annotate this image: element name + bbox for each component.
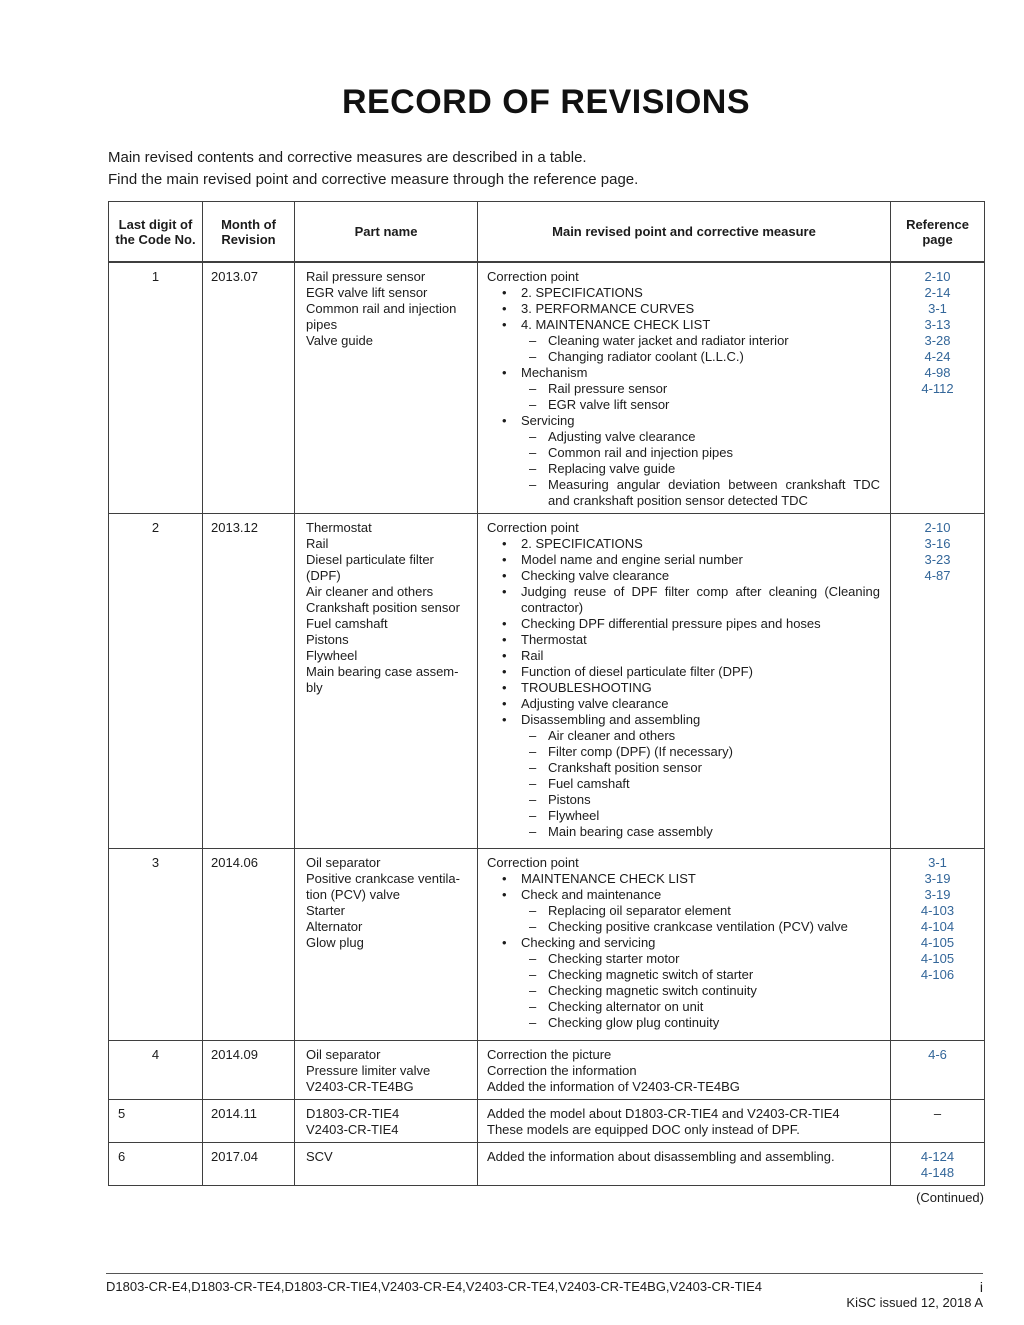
intro-text — [108, 147, 984, 191]
revision-point-item — [487, 445, 880, 461]
revision-point-text: 4. MAINTENANCE CHECK LIST — [521, 316, 711, 332]
revision-point-item — [487, 664, 880, 680]
revision-point-item — [487, 520, 880, 536]
dash-marker: – — [529, 918, 537, 934]
revision-point-item — [487, 461, 880, 477]
revision-point-text: TROUBLESHOOTING — [521, 679, 652, 695]
reference-link[interactable]: 3-28 — [924, 332, 951, 348]
reference-link[interactable]: 4-104 — [920, 918, 955, 934]
revision-month-cell: 2014.09 — [203, 1040, 295, 1099]
revision-point-text: Adjusting valve clearance — [521, 695, 669, 711]
header-main-revised-point: Main revised point and corrective measure — [478, 202, 891, 262]
revision-point-text: Correction point — [487, 268, 579, 284]
revision-point-text: Mechanism — [521, 364, 588, 380]
part-name-line: Main bearing case assem- — [306, 663, 459, 679]
revision-point-text: Adjusting valve clearance — [548, 428, 696, 444]
dash-marker: – — [529, 460, 537, 476]
reference-link[interactable]: 3-16 — [924, 535, 951, 551]
code-digit-cell: 2 — [109, 513, 203, 848]
header-reference-page: Reference page — [891, 202, 985, 262]
dash-marker: – — [529, 444, 537, 460]
part-name-cell — [295, 1040, 478, 1099]
revision-point-text: Checking valve clearance — [521, 567, 670, 583]
revision-point-text: Pistons — [548, 791, 591, 807]
part-name-cell — [295, 1142, 478, 1185]
revision-point-text: Replacing oil separator element — [548, 902, 731, 918]
part-name-line: Valve guide — [306, 332, 373, 348]
dash-marker: – — [529, 950, 537, 966]
dash-marker: – — [529, 998, 537, 1014]
revision-point-text: Crankshaft position sensor — [548, 759, 702, 775]
revision-point-item — [487, 632, 880, 648]
bullet-marker: • — [502, 695, 507, 711]
revision-point-item — [487, 967, 880, 983]
reference-link[interactable]: 4-6 — [928, 1046, 947, 1062]
bullet-marker: • — [502, 412, 507, 428]
footer-issue-note: KiSC issued 12, 2018 A — [846, 1295, 983, 1310]
dash-marker: – — [529, 775, 537, 791]
revision-point-text: Checking DPF differential pressure pipes and hoses — [521, 615, 821, 631]
revision-point-text: Correction the information — [487, 1062, 637, 1078]
dash-marker: – — [529, 982, 537, 998]
dash-marker: – — [529, 1014, 537, 1030]
reference-page-cell — [891, 1099, 985, 1142]
revision-point-text: 2. SPECIFICATIONS — [521, 284, 643, 300]
revision-point-item — [487, 365, 880, 381]
revision-point-item — [487, 696, 880, 712]
reference-link[interactable]: 4-24 — [924, 348, 951, 364]
bullet-marker: • — [502, 567, 507, 583]
reference-page-cell — [891, 848, 985, 1040]
reference-page-cell — [891, 1142, 985, 1185]
reference-link[interactable]: 4-148 — [920, 1164, 955, 1180]
part-name-line: Oil separator — [306, 854, 381, 870]
revision-point-item — [487, 1063, 880, 1079]
bullet-marker: • — [502, 663, 507, 679]
reference-page-cell — [891, 262, 985, 514]
bullet-marker: • — [502, 870, 507, 886]
revision-point-item — [487, 1047, 880, 1063]
revision-point-item — [487, 616, 880, 632]
revision-point-item — [487, 317, 880, 333]
dash-marker: – — [529, 428, 537, 444]
revision-point-text: Correction the picture — [487, 1046, 612, 1062]
part-name-line: EGR valve lift sensor — [306, 284, 428, 300]
revision-point-item — [487, 584, 880, 616]
revision-month-cell: 2014.11 — [203, 1099, 295, 1142]
part-name-line: bly — [306, 679, 323, 695]
bullet-marker: • — [502, 284, 507, 300]
reference-link[interactable]: 4-87 — [924, 567, 951, 583]
revision-point-item — [487, 1015, 880, 1031]
revision-point-item — [487, 397, 880, 413]
part-name-line: (DPF) — [306, 567, 341, 583]
revision-point-item — [487, 935, 880, 951]
revision-point-text: Changing radiator coolant (L.L.C.) — [548, 348, 744, 364]
revision-point-text: Model name and engine serial number — [521, 551, 743, 567]
revision-point-item — [487, 477, 880, 509]
dash-marker: – — [529, 380, 537, 396]
revision-point-item — [487, 536, 880, 552]
bullet-marker: • — [502, 679, 507, 695]
revision-point-text: 2. SPECIFICATIONS — [521, 535, 643, 551]
dash-marker: – — [529, 966, 537, 982]
revision-point-item — [487, 429, 880, 445]
dash-marker: – — [529, 727, 537, 743]
revision-point-text: EGR valve lift sensor — [548, 396, 670, 412]
bullet-marker: • — [502, 583, 507, 599]
header-month-of-revision: Month of Revision — [203, 202, 295, 262]
code-digit-cell: 1 — [109, 262, 203, 514]
page-footer — [106, 1273, 983, 1311]
revision-point-item — [487, 1149, 880, 1165]
revision-point-item — [487, 760, 880, 776]
part-name-cell — [295, 262, 478, 514]
revision-point-text: Servicing — [521, 412, 575, 428]
revision-point-text: Added the information about disassembling and assembling. — [487, 1148, 835, 1164]
revision-point-text: These models are equipped DOC only instead of DPF. — [487, 1121, 800, 1137]
revision-point-item — [487, 1122, 880, 1138]
part-name-line: Air cleaner and others — [306, 583, 434, 599]
part-name-line: tion (PCV) valve — [306, 886, 400, 902]
revision-month-cell: 2013.12 — [203, 513, 295, 848]
revision-point-text: Rail — [521, 647, 544, 663]
revision-point-item — [487, 301, 880, 317]
reference-dash: – — [933, 1105, 942, 1121]
part-name-line: Diesel particulate filter — [306, 551, 434, 567]
revision-point-item — [487, 983, 880, 999]
table-row — [109, 262, 985, 514]
part-name-line: Thermostat — [306, 519, 372, 535]
revision-point-item — [487, 413, 880, 429]
bullet-marker: • — [502, 711, 507, 727]
revision-point-text: Disassembling and assembling — [521, 711, 701, 727]
reference-link[interactable]: 4-124 — [920, 1148, 955, 1164]
code-digit-cell: 6 — [109, 1142, 203, 1185]
bullet-marker: • — [502, 615, 507, 631]
part-name-line: Glow plug — [306, 934, 364, 950]
dash-marker: – — [529, 823, 537, 839]
header-part-name: Part name — [295, 202, 478, 262]
table-row — [109, 513, 985, 848]
revision-point-item — [487, 381, 880, 397]
part-name-line: Pressure limiter valve — [306, 1062, 431, 1078]
footer-right-block — [846, 1279, 983, 1311]
revision-point-text: 3. PERFORMANCE CURVES — [521, 300, 695, 316]
revision-point-item — [487, 1106, 880, 1122]
reference-page-cell — [891, 1040, 985, 1099]
part-name-line: Positive crankcase ventila- — [306, 870, 460, 886]
reference-link[interactable]: 3-23 — [924, 551, 951, 567]
revision-point-item — [487, 999, 880, 1015]
revision-point-text: Checking starter motor — [548, 950, 680, 966]
table-row — [109, 848, 985, 1040]
bullet-marker: • — [502, 631, 507, 647]
revision-point-text: Checking magnetic switch of starter — [548, 966, 754, 982]
reference-link[interactable]: 4-105 — [920, 934, 955, 950]
part-name-line: Fuel camshaft — [306, 615, 388, 631]
revision-point-text: Added the model about D1803-CR-TIE4 and V2403-CR-TIE4 — [487, 1105, 840, 1121]
part-name-line: V2403-CR-TIE4 — [306, 1121, 399, 1137]
revision-point-item — [487, 285, 880, 301]
revision-points-cell — [478, 262, 891, 514]
reference-link[interactable]: 3-1 — [928, 300, 947, 316]
revision-point-text: Common rail and injection pipes — [548, 444, 733, 460]
reference-link[interactable]: 3-19 — [924, 886, 951, 902]
revision-point-text: Correction point — [487, 519, 579, 535]
part-name-line: Rail — [306, 535, 329, 551]
table-row — [109, 1040, 985, 1099]
revision-month-cell: 2017.04 — [203, 1142, 295, 1185]
dash-marker: – — [529, 332, 537, 348]
revision-point-item — [487, 333, 880, 349]
revision-point-item — [487, 919, 880, 935]
revision-point-text: Thermostat — [521, 631, 587, 647]
dash-marker: – — [529, 396, 537, 412]
revision-point-item — [487, 887, 880, 903]
part-name-line: Alternator — [306, 918, 363, 934]
revision-point-text: Checking magnetic switch continuity — [548, 982, 757, 998]
header-last-digit: Last digit of the Code No. — [109, 202, 203, 262]
revision-point-text: Rail pressure sensor — [548, 380, 668, 396]
revision-point-text: Flywheel — [548, 807, 600, 823]
bullet-marker: • — [502, 316, 507, 332]
revision-points-cell — [478, 1099, 891, 1142]
revision-point-item — [487, 871, 880, 887]
part-name-line: Common rail and injection — [306, 300, 457, 316]
bullet-marker: • — [502, 886, 507, 902]
revisions-table — [108, 201, 985, 1186]
revision-point-item — [487, 712, 880, 728]
reference-link[interactable]: 3-19 — [924, 870, 951, 886]
reference-page-cell — [891, 513, 985, 848]
revision-point-text: Checking alternator on unit — [548, 998, 704, 1014]
page-content — [108, 0, 984, 1205]
revision-point-text: Cleaning water jacket and radiator interior — [548, 332, 789, 348]
revision-point-item — [487, 776, 880, 792]
part-name-line: V2403-CR-TE4BG — [306, 1078, 414, 1094]
revision-point-item — [487, 951, 880, 967]
revision-point-item — [487, 792, 880, 808]
revision-point-item — [487, 855, 880, 871]
revision-point-item — [487, 349, 880, 365]
revision-points-cell — [478, 1142, 891, 1185]
bullet-marker: • — [502, 535, 507, 551]
revision-month-cell: 2014.06 — [203, 848, 295, 1040]
revision-point-text: Measuring angular deviation between crankshaft TDC and crankshaft position sensor detected TDC — [548, 476, 880, 508]
table-row — [109, 1099, 985, 1142]
revision-point-text: Filter comp (DPF) (If necessary) — [548, 743, 733, 759]
dash-marker: – — [529, 348, 537, 364]
reference-link[interactable]: 2-14 — [924, 284, 951, 300]
part-name-line: Rail pressure sensor — [306, 268, 426, 284]
part-name-line: Pistons — [306, 631, 349, 647]
code-digit-cell: 3 — [109, 848, 203, 1040]
revision-point-text: Function of diesel particulate filter (DPF) — [521, 663, 753, 679]
part-name-line: Flywheel — [306, 647, 358, 663]
revision-point-text: Judging reuse of DPF filter comp after cleaning (Cleaning contractor) — [521, 583, 880, 615]
dash-marker: – — [529, 743, 537, 759]
bullet-marker: • — [502, 647, 507, 663]
part-name-line: pipes — [306, 316, 338, 332]
revision-points-cell — [478, 513, 891, 848]
revision-point-item — [487, 744, 880, 760]
part-name-line: SCV — [306, 1148, 333, 1164]
revision-point-item — [487, 568, 880, 584]
revision-points-cell — [478, 848, 891, 1040]
dash-marker: – — [529, 902, 537, 918]
bullet-marker: • — [502, 934, 507, 950]
reference-link[interactable]: 2-10 — [924, 519, 951, 535]
revision-point-text: Checking positive crankcase ventilation (PCV) valve — [548, 918, 848, 934]
revision-point-text: Checking and servicing — [521, 934, 656, 950]
revision-point-item — [487, 648, 880, 664]
part-name-cell — [295, 848, 478, 1040]
reference-link[interactable]: 2-10 — [924, 268, 951, 284]
intro-line: Main revised contents and corrective measures are described in a table. — [108, 149, 587, 167]
bullet-marker: • — [502, 551, 507, 567]
intro-line: Find the main revised point and corrective measure through the reference page. — [108, 171, 639, 189]
revision-point-text: Checking glow plug continuity — [548, 1014, 720, 1030]
continued-note: (Continued) — [916, 1189, 984, 1205]
revision-points-cell — [478, 1040, 891, 1099]
revision-month-cell: 2013.07 — [203, 262, 295, 514]
revision-point-item — [487, 1079, 880, 1095]
part-name-cell — [295, 1099, 478, 1142]
part-name-line: Oil separator — [306, 1046, 381, 1062]
reference-link[interactable]: 4-105 — [920, 950, 955, 966]
table-row — [109, 1142, 985, 1185]
revision-point-text: Fuel camshaft — [548, 775, 630, 791]
page-title: RECORD OF REVISIONS — [341, 83, 751, 121]
revision-point-text: Correction point — [487, 854, 579, 870]
code-digit-cell: 4 — [109, 1040, 203, 1099]
revision-point-text: Air cleaner and others — [548, 727, 676, 743]
reference-link[interactable]: 4-103 — [920, 902, 955, 918]
bullet-marker: • — [502, 300, 507, 316]
part-name-cell — [295, 513, 478, 848]
dash-marker: – — [529, 791, 537, 807]
footer-model-list: D1803-CR-E4,D1803-CR-TE4,D1803-CR-TIE4,V2403-CR-E4,V2403-CR-TE4,V2403-CR-TE4BG,V2403-CR-TIE4 — [106, 1279, 763, 1294]
revision-point-item — [487, 903, 880, 919]
dash-marker: – — [529, 807, 537, 823]
reference-link[interactable]: 3-1 — [928, 854, 947, 870]
revision-point-item — [487, 680, 880, 696]
revision-point-text: Replacing valve guide — [548, 460, 676, 476]
part-name-line: Starter — [306, 902, 346, 918]
reference-link[interactable]: 4-106 — [920, 966, 955, 982]
reference-link[interactable]: 4-112 — [921, 380, 954, 396]
revision-point-item — [487, 728, 880, 744]
revision-point-text: Added the information of V2403-CR-TE4BG — [487, 1078, 740, 1094]
revision-point-item — [487, 824, 880, 840]
revision-point-item — [487, 808, 880, 824]
revision-point-item — [487, 269, 880, 285]
bullet-marker: • — [502, 364, 507, 380]
dash-marker: – — [529, 476, 537, 492]
code-digit-cell: 5 — [109, 1099, 203, 1142]
table-header — [109, 202, 985, 262]
revision-point-item — [487, 552, 880, 568]
footer-page-number: i — [979, 1279, 983, 1295]
revision-point-text: Main bearing case assembly — [548, 823, 713, 839]
revision-point-text: Check and maintenance — [521, 886, 662, 902]
part-name-line: Crankshaft position sensor — [306, 599, 460, 615]
revision-point-text: MAINTENANCE CHECK LIST — [521, 870, 696, 886]
part-name-line: D1803-CR-TIE4 — [306, 1105, 400, 1121]
reference-link[interactable]: 3-13 — [924, 316, 951, 332]
reference-link[interactable]: 4-98 — [924, 364, 951, 380]
dash-marker: – — [529, 759, 537, 775]
